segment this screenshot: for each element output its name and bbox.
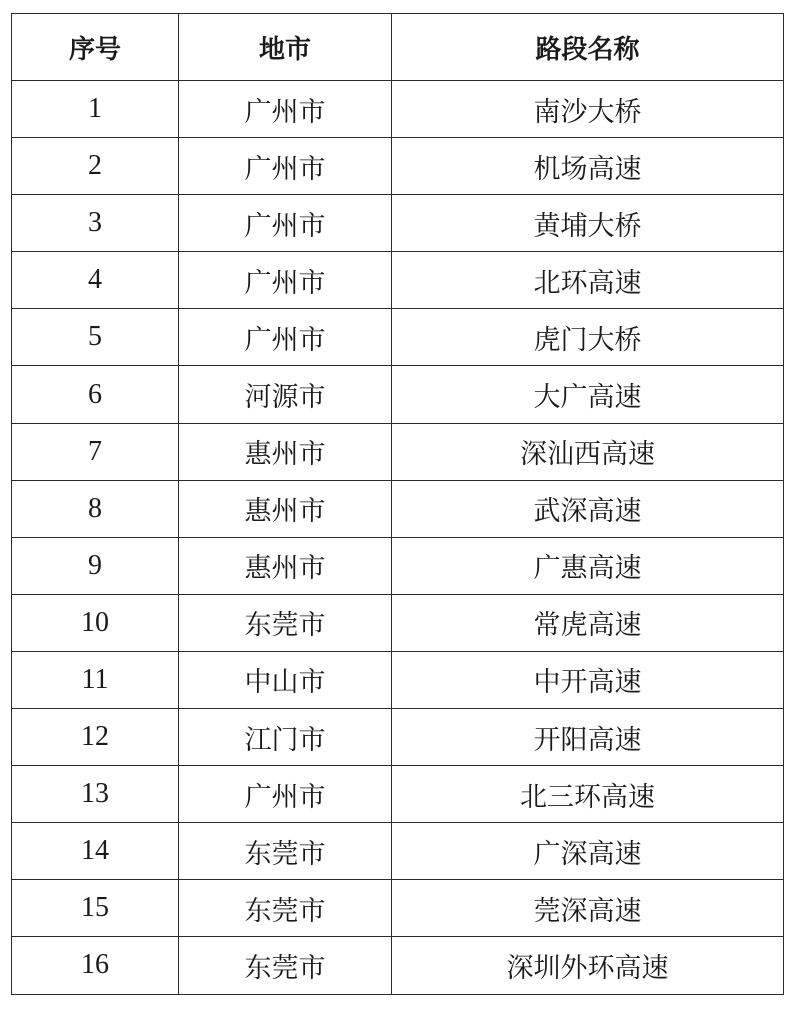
cell-road-section-name: 虎门大桥	[392, 309, 784, 366]
cell-road-section-name: 莞深高速	[392, 880, 784, 937]
cell-city: 中山市	[179, 651, 392, 708]
cell-serial-number: 14	[12, 823, 179, 880]
table-row	[12, 651, 784, 708]
cell-road-section-name: 深汕西高速	[392, 423, 784, 480]
cell-city: 惠州市	[179, 537, 392, 594]
cell-serial-number: 13	[12, 766, 179, 823]
cell-city: 广州市	[179, 766, 392, 823]
cell-road-section-name: 北三环高速	[392, 766, 784, 823]
table-row	[12, 880, 784, 937]
table-row	[12, 252, 784, 309]
table-row	[12, 366, 784, 423]
header-row	[12, 14, 784, 81]
cell-road-section-name: 北环高速	[392, 252, 784, 309]
cell-serial-number: 3	[12, 195, 179, 252]
cell-serial-number: 5	[12, 309, 179, 366]
table-row	[12, 81, 784, 138]
table-row	[12, 480, 784, 537]
header-serial-number: 序号	[12, 14, 179, 81]
cell-city: 惠州市	[179, 480, 392, 537]
cell-road-section-name: 广深高速	[392, 823, 784, 880]
cell-city: 惠州市	[179, 423, 392, 480]
cell-city: 广州市	[179, 309, 392, 366]
cell-serial-number: 10	[12, 594, 179, 651]
cell-road-section-name: 开阳高速	[392, 709, 784, 766]
cell-city: 江门市	[179, 709, 392, 766]
cell-serial-number: 8	[12, 480, 179, 537]
table-row	[12, 309, 784, 366]
table-row	[12, 423, 784, 480]
road-section-table	[11, 13, 784, 995]
cell-city: 东莞市	[179, 594, 392, 651]
cell-road-section-name: 大广高速	[392, 366, 784, 423]
cell-serial-number: 11	[12, 651, 179, 708]
cell-city: 广州市	[179, 81, 392, 138]
cell-city: 东莞市	[179, 937, 392, 994]
table-row	[12, 709, 784, 766]
table-row	[12, 823, 784, 880]
cell-serial-number: 6	[12, 366, 179, 423]
table-row	[12, 766, 784, 823]
table-row	[12, 537, 784, 594]
cell-serial-number: 9	[12, 537, 179, 594]
cell-city: 东莞市	[179, 880, 392, 937]
cell-serial-number: 15	[12, 880, 179, 937]
cell-serial-number: 2	[12, 138, 179, 195]
cell-city: 广州市	[179, 252, 392, 309]
cell-road-section-name: 黄埔大桥	[392, 195, 784, 252]
cell-road-section-name: 武深高速	[392, 480, 784, 537]
cell-city: 广州市	[179, 195, 392, 252]
cell-serial-number: 12	[12, 709, 179, 766]
road-section-document	[11, 13, 784, 995]
cell-road-section-name: 机场高速	[392, 138, 784, 195]
cell-road-section-name: 广惠高速	[392, 537, 784, 594]
table-row	[12, 195, 784, 252]
cell-serial-number: 4	[12, 252, 179, 309]
header-city: 地市	[179, 14, 392, 81]
table-row	[12, 937, 784, 994]
cell-city: 东莞市	[179, 823, 392, 880]
cell-city: 广州市	[179, 138, 392, 195]
cell-serial-number: 16	[12, 937, 179, 994]
cell-serial-number: 7	[12, 423, 179, 480]
cell-road-section-name: 深圳外环高速	[392, 937, 784, 994]
table-body	[12, 81, 784, 995]
table-header	[12, 14, 784, 81]
cell-serial-number: 1	[12, 81, 179, 138]
cell-city: 河源市	[179, 366, 392, 423]
table-row	[12, 594, 784, 651]
cell-road-section-name: 南沙大桥	[392, 81, 784, 138]
cell-road-section-name: 常虎高速	[392, 594, 784, 651]
header-road-section-name: 路段名称	[392, 14, 784, 81]
cell-road-section-name: 中开高速	[392, 651, 784, 708]
table-row	[12, 138, 784, 195]
